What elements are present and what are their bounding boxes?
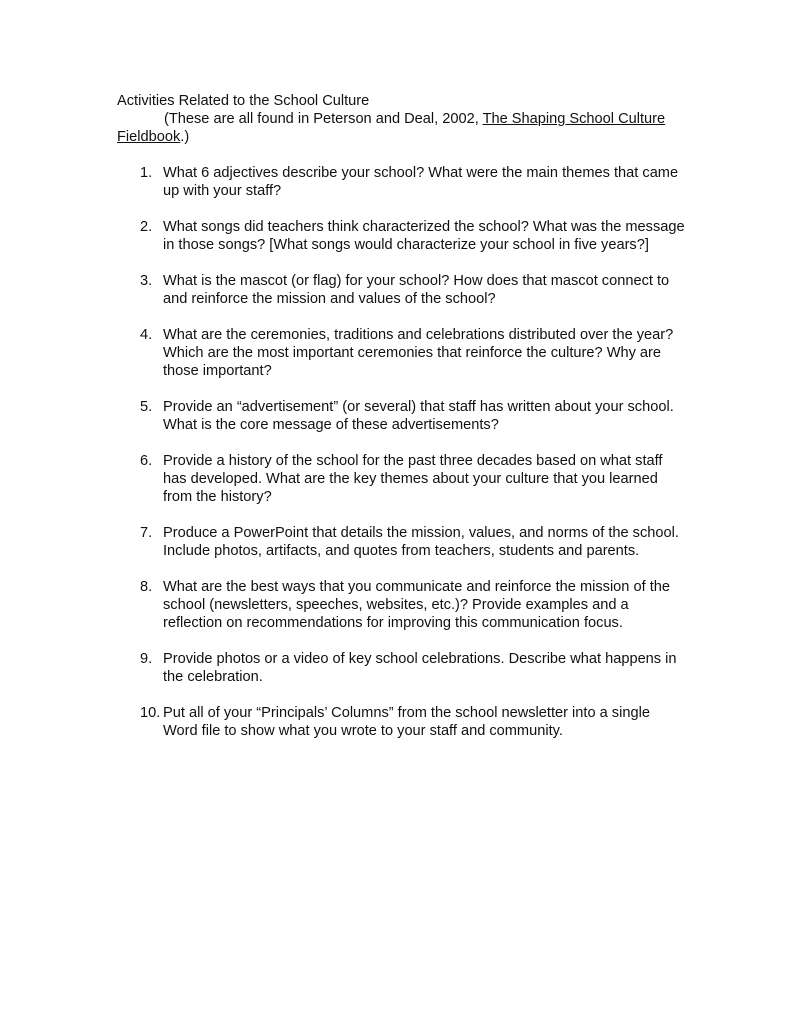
item-number: 4. (140, 327, 153, 343)
item-text: Put all of your “Principals’ Columns” from the school newsletter into a single Word file to show what you wrote to your staff and community. (163, 705, 650, 739)
item-text: What are the best ways that you communicate and reinforce the mission of the school (newsletters, speeches, websites, etc.)? Provide examples and a reflection on recommendations for improving this communication focus. (163, 579, 670, 631)
item-number: 9. (140, 651, 153, 667)
list-item (117, 326, 687, 380)
item-text: What songs did teachers think characterized the school? What was the message in those songs? [What songs would characterize your school in five years?] (163, 219, 685, 253)
list-item (117, 218, 687, 254)
intro-text: (These are all found in Peterson and Deal, 2002, (164, 111, 483, 127)
list-item (117, 398, 687, 434)
document-title: Activities Related to the School Culture (117, 93, 370, 109)
item-number: 1. (140, 165, 153, 181)
item-number: 10. (140, 705, 161, 721)
list-item (117, 164, 687, 200)
item-text: What are the ceremonies, traditions and celebrations distributed over the year? Which are the most important ceremonies that reinforce the culture? Why are those important? (163, 327, 674, 379)
item-number: 5. (140, 399, 153, 415)
item-number: 8. (140, 579, 153, 595)
book-title: The Shaping School Culture Fieldbook (117, 111, 666, 145)
item-text: What is the mascot (or flag) for your school? How does that mascot connect to and reinforce the mission and values of the school? (163, 273, 670, 307)
item-text: Provide photos or a video of key school celebrations. Describe what happens in the celebration. (163, 651, 677, 685)
list-item (117, 704, 687, 740)
intro-closing: .) (180, 129, 190, 145)
list-item (117, 650, 687, 686)
activity-list (117, 164, 687, 740)
item-number: 2. (140, 219, 153, 235)
item-number: 3. (140, 273, 153, 289)
item-number: 6. (140, 453, 153, 469)
document-intro (117, 110, 687, 146)
item-text: Produce a PowerPoint that details the mission, values, and norms of the school. Include photos, artifacts, and quotes from teachers, students and parents. (163, 525, 679, 559)
item-number: 7. (140, 525, 153, 541)
item-text: Provide a history of the school for the past three decades based on what staff has developed. What are the key themes about your culture that you learned from the history? (163, 453, 663, 505)
list-item (117, 452, 687, 506)
list-item (117, 272, 687, 308)
item-text: What 6 adjectives describe your school? What were the main themes that came up with your staff? (163, 165, 679, 199)
list-item (117, 524, 687, 560)
item-text: Provide an “advertisement” (or several) that staff has written about your school. What is the core message of these advertisements? (163, 399, 674, 433)
document-page (117, 92, 687, 758)
list-item (117, 578, 687, 632)
